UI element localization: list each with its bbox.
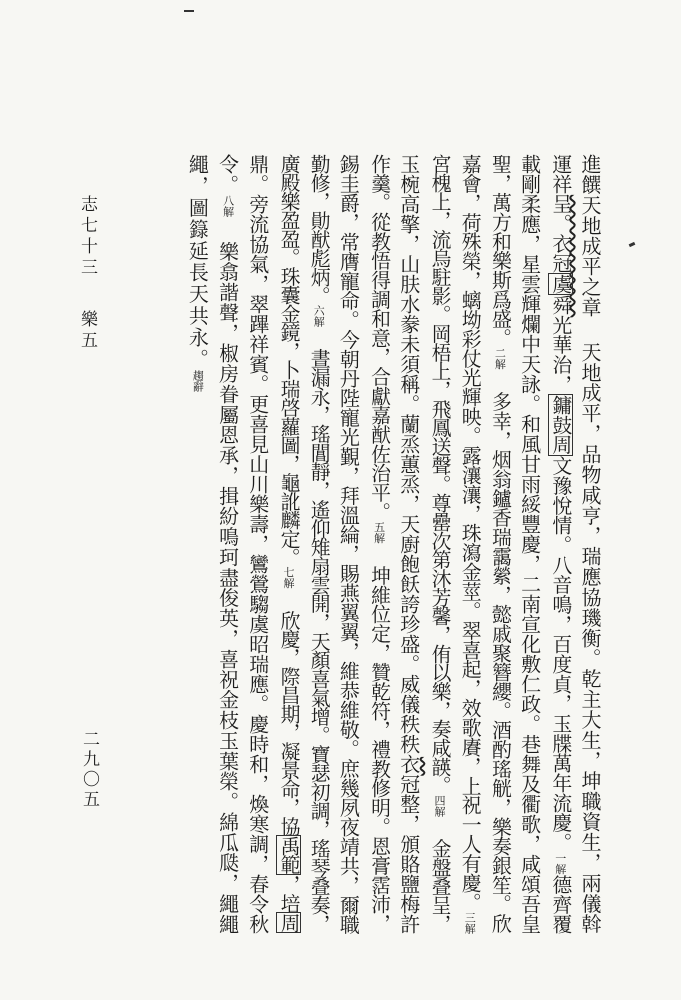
section-marker: 三解: [463, 911, 477, 934]
text-run: 載剛柔應，星雲輝爛中天詠。和風甘雨綏豐慶，二南宣化敷仁政。巷舞及衢歌，咸頌吾皇: [517, 154, 542, 934]
scan-mark: [629, 242, 636, 247]
text-column: [482, 154, 516, 933]
text-column: [452, 154, 486, 934]
text-run: 運祥呈。衣冠: [548, 154, 572, 274]
text-column: [301, 154, 335, 933]
title-mark: 天地成平之章: [578, 194, 602, 318]
proper-name-mark: 禹範: [277, 836, 300, 874]
text-column: [241, 154, 275, 934]
text-run: ，培: [277, 874, 300, 913]
text-run: 玉椀高擎，山肤水豢未須稱。蘭烝蕙烝，天廚飽飫誇珍盛。威儀秩秩衣冠整，頒賂鹽梅許: [396, 154, 421, 934]
text-run: 勤修，勛猷彪炳。: [307, 154, 331, 305]
text-run: 。: [428, 775, 451, 795]
text-column: [513, 154, 547, 934]
text-column: [573, 154, 607, 934]
proper-name-mark: 虞: [548, 274, 572, 294]
scan-mark: [184, 10, 194, 12]
text-run: 金盤叠呈，: [428, 816, 451, 933]
section-marker: 八解: [221, 194, 235, 217]
section-marker: 七解: [282, 566, 295, 589]
text-run: 文豫悅情。八音鳴，百度貞，玉牒萬年流慶。: [548, 455, 572, 853]
text-run: 作羹。從教悟得調和意，合獻嘉猷佐治平。: [367, 154, 391, 522]
text-run: 繩，圖籙延長天共永。: [185, 154, 210, 370]
text-run: 宮槐上，流烏駐影。岡梧上，飛鳳送聲。尊罍次第沐芳馨，侑以樂，奏咸: [428, 154, 451, 757]
section-marker: 二解: [493, 347, 507, 370]
section-marker: 一解: [553, 852, 567, 875]
section-marker: 趨辭: [191, 370, 205, 392]
text-run: 令。: [215, 154, 240, 195]
running-header-section: 樂五: [77, 310, 97, 352]
text-run: 錫圭爵，常膺寵命。今朝丹陛寵光覲，拜溫綸，賜燕翼翼，維恭維敬。庶幾夙夜靖共，爾職: [336, 154, 361, 934]
text-run: 嘉會，荷殊榮，螭坳彩仗光輝映。露瀼瀼，珠瀉金莖。翠喜起，效歌賡，上祝一人有慶。: [458, 154, 482, 912]
proper-name-mark: 周: [277, 913, 300, 932]
text-run: 天地成平，品物咸亨，瑞應協璣衡。乾主大生，坤職資生，兩儀斡: [578, 317, 602, 934]
text-run: 德齊覆: [548, 874, 572, 934]
title-mark: 韺: [428, 756, 451, 776]
text-column: [271, 154, 305, 933]
text-run: 聖，萬方和樂斯爲盛。: [488, 154, 512, 348]
text-run: 多幸，烟翁鑪香瑞靄縈，懿戚聚簪纓。酒酌瑤觥，樂奏銀笙。欣: [488, 369, 512, 933]
text-column: [331, 154, 365, 934]
text-column: [180, 154, 214, 392]
text-run: 廣殿樂盈盈。珠囊金鏡，卜瑞啓蘿圖，龜訛麟定。: [277, 154, 300, 567]
page-number: 二九〇五: [79, 730, 99, 810]
text-column: [211, 154, 245, 934]
text-run: 舜光華治，: [548, 294, 572, 395]
text-run: 進饌: [578, 154, 602, 195]
text-run: 樂翕諧聲，椒房眷屬恩承，揖紛鳴珂盡俊英，喜祝金枝玉葉榮。綿瓜瓞，繩繩: [215, 216, 240, 935]
text-run: 晝漏永，瑤閶靜，遙仰雉扇雲開，天顏喜氣增。寶瑟初調，瑤琴叠奏，: [307, 326, 331, 933]
section-marker: 六解: [312, 304, 326, 327]
text-run: 坤維位定，贊乾符，禮教修明。恩膏霑沛，: [367, 543, 391, 933]
section-marker: 四解: [433, 794, 446, 817]
text-column: [362, 154, 396, 933]
text-column: [543, 154, 577, 934]
text-column: [422, 154, 456, 933]
text-run: 欣慶，際昌期，凝景命，協: [277, 588, 300, 836]
running-header-volume: 志七十三: [77, 195, 97, 279]
proper-name-mark: 鏞鼓周: [548, 395, 572, 455]
text-run: 鼎。旁流協氣，翠蹕祥賓。更喜見山川樂壽，鸞鶯騶虞昭瑞應。慶時和，煥寒調，春令秋: [245, 154, 270, 934]
section-marker: 五解: [372, 521, 386, 544]
text-column: [392, 154, 426, 934]
